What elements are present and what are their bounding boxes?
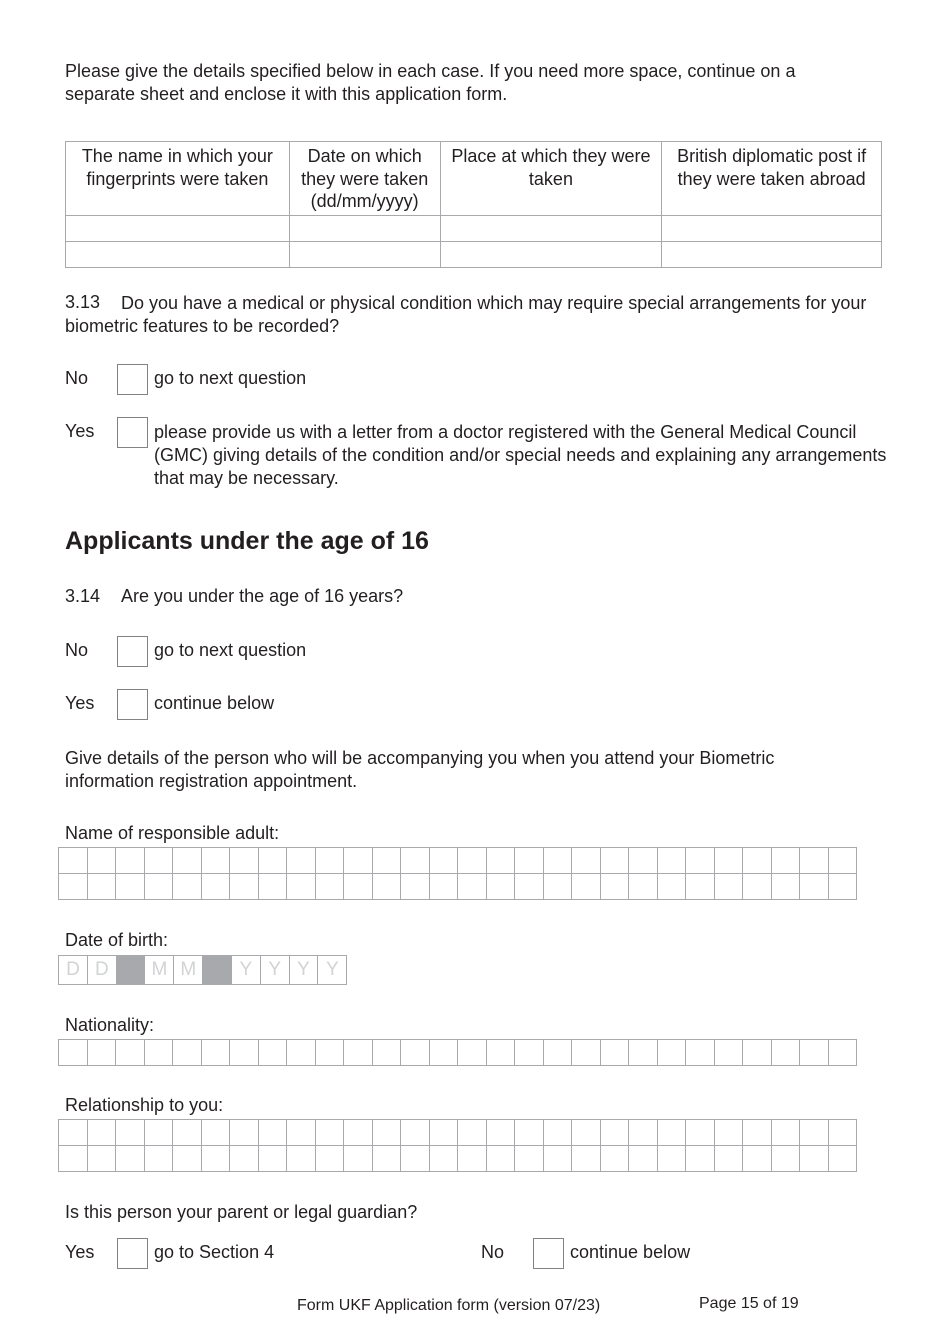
guardian-yes-checkbox[interactable] [117,1238,148,1269]
character-cell[interactable] [742,1119,772,1146]
relationship-row-2[interactable] [58,1145,856,1172]
character-cell[interactable] [457,873,487,900]
section-heading: Applicants under the age of 16 [65,527,429,555]
character-cell[interactable] [258,847,288,874]
table-header-row [66,142,882,216]
character-cell[interactable] [258,873,288,900]
character-cell[interactable] [372,1119,402,1146]
character-cell[interactable] [628,1039,658,1066]
character-cell[interactable] [343,1119,373,1146]
character-cell[interactable] [714,1119,744,1146]
character-cell[interactable] [144,1145,174,1172]
character-cell[interactable] [372,873,402,900]
character-cell[interactable] [657,873,687,900]
responsible-adult-label: Name of responsible adult: [65,823,280,843]
character-cell[interactable] [714,847,744,874]
character-cell[interactable] [799,873,829,900]
character-cell[interactable] [87,1039,117,1066]
character-cell[interactable] [600,1039,630,1066]
table-cell[interactable] [662,241,882,267]
dob-year-cell[interactable]: Y [231,955,261,985]
character-cell[interactable] [429,847,459,874]
character-cell[interactable] [172,847,202,874]
character-cell[interactable] [258,1039,288,1066]
q314-no-text: go to next question [154,640,307,660]
character-cell[interactable] [600,847,630,874]
character-cell[interactable] [828,1119,858,1146]
character-cell[interactable] [714,873,744,900]
character-cell[interactable] [771,873,801,900]
q314-text: Are you under the age of 16 years? [121,586,404,606]
q313-number: 3.13 [65,292,101,312]
character-cell[interactable] [600,1145,630,1172]
character-cell[interactable] [543,1119,573,1146]
character-cell[interactable] [657,1039,687,1066]
character-cell[interactable] [571,1039,601,1066]
character-cell[interactable] [172,1119,202,1146]
q313-no-text: go to next question [154,368,307,388]
guardian-no-text: continue below [570,1242,691,1262]
character-cell[interactable] [571,873,601,900]
relationship-label: Relationship to you: [65,1095,224,1115]
character-cell[interactable] [486,873,516,900]
table-cell[interactable] [440,241,662,267]
character-cell[interactable] [286,1039,316,1066]
guardian-no-checkbox[interactable] [533,1238,564,1269]
character-cell[interactable] [685,1039,715,1066]
character-cell[interactable] [685,1119,715,1146]
character-cell[interactable] [400,1039,430,1066]
character-cell[interactable] [87,873,117,900]
character-cell[interactable] [229,873,259,900]
character-cell[interactable] [87,1145,117,1172]
character-cell[interactable] [343,873,373,900]
q314-yes-label: Yes [65,693,95,713]
character-cell[interactable] [58,873,88,900]
character-cell[interactable] [400,873,430,900]
fingerprint-table [65,141,882,268]
character-cell[interactable] [457,847,487,874]
character-cell[interactable] [58,1145,88,1172]
character-cell[interactable] [486,1119,516,1146]
character-cell[interactable] [628,847,658,874]
q313-yes-text: please provide us with a letter from a doctor registered with the General Medical Council (GMC) giving details of the condition and/or special needs and explaining any arrangements that may be necessary. [154,422,887,488]
guardian-yes-text: go to Section 4 [154,1242,275,1262]
character-cell[interactable] [115,1145,145,1172]
character-cell[interactable] [799,1145,829,1172]
q314-no-checkbox[interactable] [117,636,148,667]
character-cell[interactable] [486,1039,516,1066]
header-name: The name in which your fingerprints were taken [66,142,290,216]
character-cell[interactable] [828,873,858,900]
dob-separator [202,955,232,985]
character-cell[interactable] [115,847,145,874]
character-cell[interactable] [429,873,459,900]
character-cell[interactable] [144,873,174,900]
intro-text: Please give the details specified below in each case. If you need more space, continue on a separate sheet and enclose it with this application form. [65,61,796,104]
character-cell[interactable] [457,1119,487,1146]
header-date: Date on which they were taken (dd/mm/yyyy) [289,142,440,216]
q314-no-label: No [65,640,89,660]
character-cell[interactable] [742,1039,772,1066]
character-cell[interactable] [771,1145,801,1172]
character-cell[interactable] [514,1145,544,1172]
character-cell[interactable] [457,1039,487,1066]
q313-yes-checkbox[interactable] [117,417,148,448]
character-cell[interactable] [486,1145,516,1172]
character-cell[interactable] [685,847,715,874]
q314-yes-checkbox[interactable] [117,689,148,720]
dob-month-cell[interactable]: M [173,955,203,985]
character-cell[interactable] [258,1119,288,1146]
character-cell[interactable] [372,1039,402,1066]
character-cell[interactable] [828,1145,858,1172]
character-cell[interactable] [58,847,88,874]
character-cell[interactable] [685,1145,715,1172]
character-cell[interactable] [514,1119,544,1146]
header-place: Place at which they were taken [440,142,662,216]
character-cell[interactable] [771,847,801,874]
character-cell[interactable] [628,873,658,900]
character-cell[interactable] [201,1145,231,1172]
q313-no-label: No [65,368,89,388]
character-cell[interactable] [429,1039,459,1066]
character-cell[interactable] [172,1145,202,1172]
table-row [66,215,882,241]
dob-day-cell[interactable]: D [87,955,117,985]
character-cell[interactable] [571,1119,601,1146]
character-cell[interactable] [429,1145,459,1172]
character-cell[interactable] [115,1119,145,1146]
character-cell[interactable] [657,1145,687,1172]
character-cell[interactable] [343,847,373,874]
guardian-no-label: No [481,1242,505,1262]
responsible-adult-row-2[interactable] [58,873,856,900]
character-cell[interactable] [343,1145,373,1172]
character-cell[interactable] [400,1119,430,1146]
character-cell[interactable] [315,847,345,874]
character-cell[interactable] [742,1145,772,1172]
table-cell[interactable] [662,215,882,241]
character-cell[interactable] [229,1119,259,1146]
guardian-yes-label: Yes [65,1242,95,1262]
character-cell[interactable] [286,1119,316,1146]
character-cell[interactable] [87,1119,117,1146]
character-cell[interactable] [799,847,829,874]
table-cell[interactable] [66,215,290,241]
relationship-row-1[interactable] [58,1119,856,1146]
character-cell[interactable] [799,1119,829,1146]
table-row [66,241,882,267]
character-cell[interactable] [571,1145,601,1172]
character-cell[interactable] [315,1145,345,1172]
character-cell[interactable] [486,847,516,874]
nationality-label: Nationality: [65,1015,155,1035]
table-cell[interactable] [66,241,290,267]
character-cell[interactable] [87,847,117,874]
character-cell[interactable] [286,1145,316,1172]
character-cell[interactable] [201,847,231,874]
character-cell[interactable] [543,1145,573,1172]
character-cell[interactable] [457,1145,487,1172]
character-cell[interactable] [514,873,544,900]
dob-separator [116,955,146,985]
character-cell[interactable] [828,847,858,874]
character-cell[interactable] [58,1039,88,1066]
dob-year-cell[interactable]: Y [317,955,347,985]
responsible-adult-row-1[interactable] [58,847,856,874]
dob-field[interactable] [58,955,346,985]
accompany-text: Give details of the person who will be accompanying you when you attend your Biometric information registration appointment. [65,748,775,791]
footer-page-number: Page 15 of 19 [699,1295,799,1312]
character-cell[interactable] [400,1145,430,1172]
q313-text: Do you have a medical or physical condition which may require special arrangements for your biometric features to be recorded? [65,293,867,336]
guardian-question: Is this person your parent or legal guardian? [65,1202,418,1222]
character-cell[interactable] [657,847,687,874]
character-cell[interactable] [400,847,430,874]
character-cell[interactable] [714,1039,744,1066]
character-cell[interactable] [771,1039,801,1066]
character-cell[interactable] [714,1145,744,1172]
character-cell[interactable] [286,873,316,900]
character-cell[interactable] [543,1039,573,1066]
character-cell[interactable] [543,873,573,900]
character-cell[interactable] [600,873,630,900]
character-cell[interactable] [286,847,316,874]
character-cell[interactable] [115,873,145,900]
dob-label: Date of birth: [65,930,169,950]
character-cell[interactable] [372,847,402,874]
header-diplomatic-post: British diplomatic post if they were taken abroad [662,142,882,216]
character-cell[interactable] [771,1119,801,1146]
character-cell[interactable] [685,873,715,900]
q314-number: 3.14 [65,586,101,606]
character-cell[interactable] [742,873,772,900]
nationality-row[interactable] [58,1039,856,1066]
dob-year-cell[interactable]: Y [260,955,290,985]
q313-no-checkbox[interactable] [117,364,148,395]
character-cell[interactable] [514,1039,544,1066]
dob-year-cell[interactable]: Y [289,955,319,985]
character-cell[interactable] [514,847,544,874]
footer-form-name: Form UKF Application form (version 07/23) [297,1297,601,1314]
q313-yes-label: Yes [65,421,95,441]
character-cell[interactable] [229,1039,259,1066]
table-cell[interactable] [289,215,440,241]
character-cell[interactable] [828,1039,858,1066]
character-cell[interactable] [657,1119,687,1146]
character-cell[interactable] [600,1119,630,1146]
character-cell[interactable] [315,1039,345,1066]
character-cell[interactable] [172,1039,202,1066]
character-cell[interactable] [315,873,345,900]
character-cell[interactable] [201,1039,231,1066]
character-cell[interactable] [543,847,573,874]
character-cell[interactable] [115,1039,145,1066]
character-cell[interactable] [742,847,772,874]
table-cell[interactable] [289,241,440,267]
table-cell[interactable] [440,215,662,241]
character-cell[interactable] [229,847,259,874]
character-cell[interactable] [229,1145,259,1172]
character-cell[interactable] [58,1119,88,1146]
character-cell[interactable] [372,1145,402,1172]
character-cell[interactable] [172,873,202,900]
character-cell[interactable] [201,873,231,900]
character-cell[interactable] [628,1119,658,1146]
character-cell[interactable] [258,1145,288,1172]
character-cell[interactable] [343,1039,373,1066]
character-cell[interactable] [429,1119,459,1146]
character-cell[interactable] [144,1119,174,1146]
character-cell[interactable] [315,1119,345,1146]
character-cell[interactable] [144,1039,174,1066]
character-cell[interactable] [799,1039,829,1066]
character-cell[interactable] [144,847,174,874]
dob-day-cell[interactable]: D [58,955,88,985]
character-cell[interactable] [628,1145,658,1172]
character-cell[interactable] [201,1119,231,1146]
dob-month-cell[interactable]: M [144,955,174,985]
character-cell[interactable] [571,847,601,874]
q314-yes-text: continue below [154,693,275,713]
